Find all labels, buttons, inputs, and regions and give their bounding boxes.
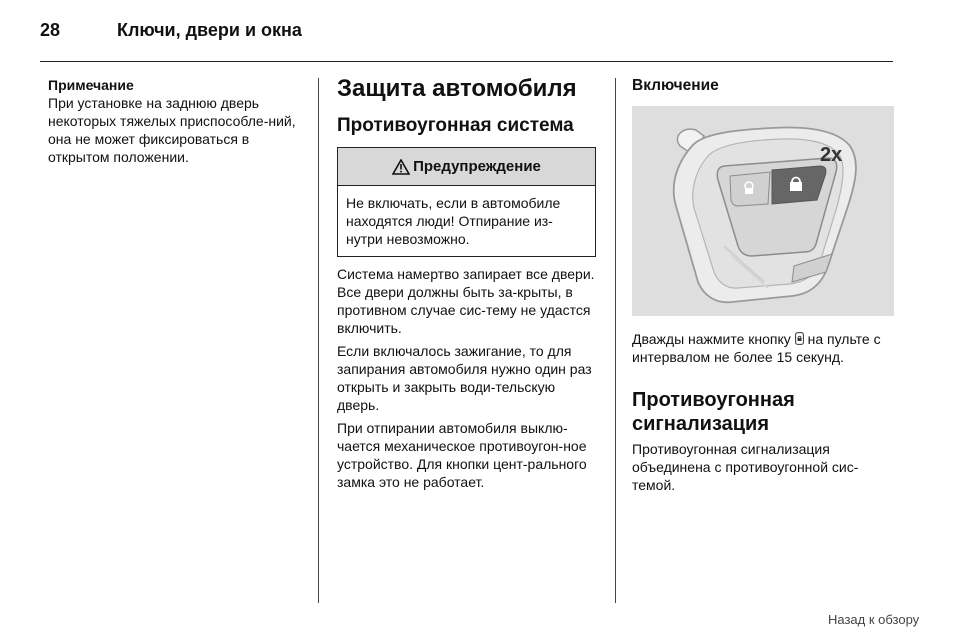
column-right	[632, 62, 894, 494]
column-divider-2	[615, 78, 616, 603]
warning-box	[337, 147, 596, 257]
warning-triangle-icon	[392, 159, 410, 175]
warning-title: Предупреждение	[413, 158, 541, 175]
section-title: Защита автомобиля	[337, 75, 577, 102]
page-number: 28	[40, 20, 61, 40]
paragraph: Если включалось зажигание, то для запирания автомобиля нужно один раз открыть и закрыть води-тельскую дверь.	[337, 343, 592, 413]
warning-header	[338, 148, 595, 186]
subsection-title: Противоугонная система	[337, 115, 574, 136]
activation-heading: Включение	[632, 77, 719, 94]
note-text: При установке на заднюю дверь некоторых тяжелых приспособле-ний, она не может фиксироваться в открытом положении.	[48, 95, 296, 165]
column-left	[48, 62, 306, 166]
alarm-section-title: Противоугонная сигнализация	[632, 389, 795, 435]
alarm-section-text: Противоугонная сигнализация объединена с противоугонной сис-темой.	[632, 441, 859, 493]
press-count-label: 2x	[820, 144, 843, 166]
page-header	[0, 0, 954, 62]
lock-button-icon	[795, 332, 804, 345]
column-middle	[337, 62, 599, 496]
back-to-overview-link[interactable]: Назад к обзору	[828, 612, 920, 627]
column-divider-1	[318, 78, 319, 603]
paragraph: Система намертво запирает все двери. Все двери должны быть за-крыты, в противном случае сис-тему не удастся включить.	[337, 266, 595, 336]
chapter-title: Ключи, двери и окна	[117, 20, 302, 40]
note-title: Примечание	[48, 77, 134, 93]
key-fob-image	[632, 106, 894, 316]
activation-instruction	[632, 330, 894, 366]
instruction-text-after: на пульте с интервалом не более 15 секунд.	[632, 331, 881, 365]
warning-text: Не включать, если в автомобиле находятся люди! Отпирание из-нутри невозможно.	[346, 195, 561, 247]
instruction-text-before: Дважды нажмите кнопку	[632, 331, 795, 347]
paragraph: При отпирании автомобиля выклю-чается механическое противоугон-ное устройство. Для кнопки цент-рального замка это не работает.	[337, 420, 587, 490]
key-fob-illustration	[632, 106, 894, 316]
